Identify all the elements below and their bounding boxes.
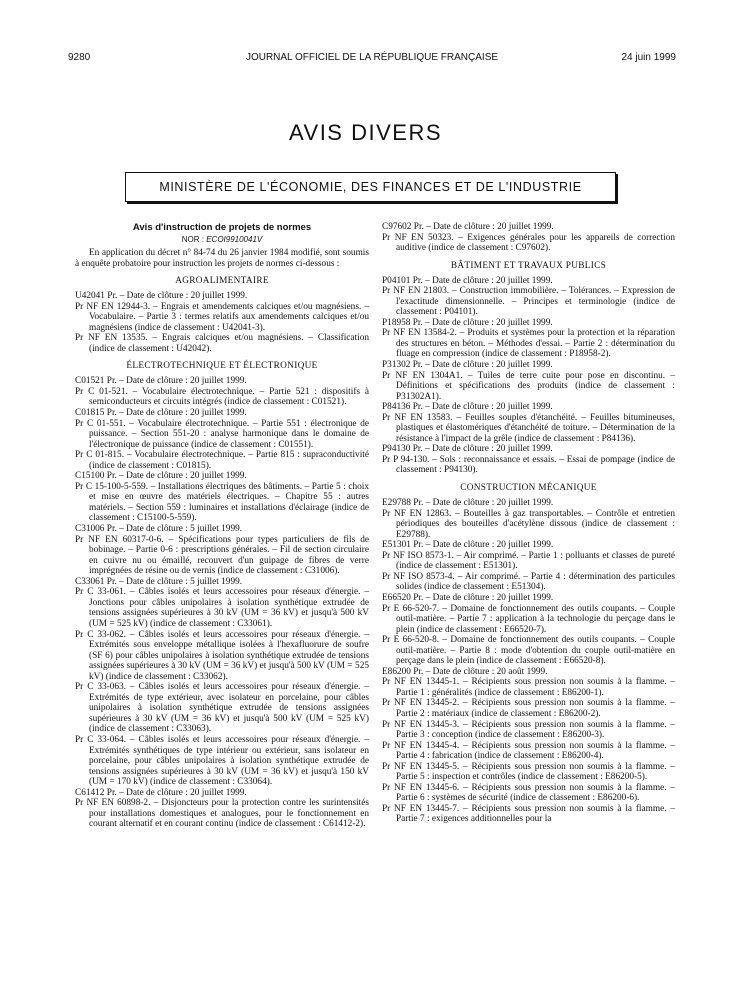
closing-date-line: E86200 Pr. – Date de clôture : 20 août 1999. [382,666,548,677]
standard-item: Pr NF ISO 8573-4. – Air comprimé. – Partie 4 : détermination des particules solides (indice de classement : E51304). [382,571,675,593]
standard-item: Pr C 33-064. – Câbles isolés et leurs accessoires pour réseaux d'énergie. – Extrémités synthétiques de type intérieur ou extérieur, sans isolateur en porcelaine, pour câbles unipolaires à isolation synthétique extrudée de tensions assignées supérieures à 30 kV (UM = 36 kV) et jusqu'à 150 kV (UM = 170 kV) (indice de classement : C33064). [75,734,369,788]
standard-item: Pr NF EN 21803. – Construction immobilière. – Tolérances. – Expression de l'exactitude dimensionnelle. – Principes et terminologie (indice de classement : P04101). [382,286,675,318]
standard-item: Pr NF EN 13445-1. – Récipients sous pression non soumis à la flamme. – Partie 1 : généralités (indice de classement : E86200-1). [382,677,675,698]
publication-date: 24 juin 1999 [621,52,676,63]
standard-item: Pr NF EN 13583. – Feuilles souples d'étanchéité. – Feuilles bitumineuses, plastiques et élastomériques d'étanchéité de toiture. – Détermination de la résistance à l'impact de la grêle (indice de classement : P84136). [382,412,675,444]
standard-item: Pr NF EN 13445-6. – Récipients sous pression non soumis à la flamme. – Partie 6 : systèmes de sécurité (indice de classement : E86200-6). [382,782,675,804]
closing-date-line: E66520 Pr. – Date de clôture : 20 juillet 1999. [382,592,554,603]
standard-item: Pr NF EN 13445-4. – Récipients sous pression non soumis à la flamme. – Partie 4 : fabrication (indice de classement : E86200-4). [382,740,675,762]
standard-entry [75,788,369,830]
standard-item: Pr C 01-551. – Vocabulaire électrotechnique. – Partie 551 : électronique de puissance. – Section 551-20 : analyse harmonique dans le domaine de l'électronique de puissance (indice de classement : C01551). [75,418,369,450]
right-sections [382,222,675,825]
standard-item: Pr C 33-062. – Câbles isolés et leurs accessoires pour réseaux d'énergie. – Extrémités sous enveloppe métallique isolées à l'hexafluorure de soufre (SF 6) pour câbles unipolaires à isolation synthétique extrudée de tensions assignées supérieures à 30 kV (UM = 36 kV) et jusqu'à 500 kV (UM = 525 kV) (indice de classement : C33062). [75,629,369,682]
standard-item: Pr NF EN 60898-2. – Disjoncteurs pour la protection contre les surintensités pour installations domestiques et analogues, pour le fonctionnement en courant alternatif et en courant continu (indice de classement : C61412-2). [75,798,369,830]
standard-entry [382,498,675,540]
standard-item: Pr NF EN 60317-0-6. – Spécifications pour types particuliers de fils de bobinage. – Partie 0-6 : prescriptions générales. – Fil de section circulaire en cuivre nu ou émaillé, recouvert d'un guipage de fibres de verre imprégnées de résine ou de vernis (indice de classement : C31006). [75,534,369,577]
standard-item: Pr C 33-061. – Câbles isolés et leurs accessoires pour réseaux d'énergie. – Jonctions pour câbles unipolaires à isolation synthétique extrudée de tensions assignées supérieures à 30 kV (UM = 36 kV) et jusqu'à 500 kV (UM = 525 kV) (indice de classement : C33061). [75,587,369,629]
left-column [75,222,369,830]
standard-entry [382,667,675,825]
page-header [68,52,676,66]
nor-line [75,234,369,245]
closing-date-line: C33061 Pr. – Date de clôture : 5 juillet 1999. [75,576,243,587]
notice-intro: En application du décret n° 84-74 du 26 janvier 1984 modifié, sont soumis à enquête probatoire pour instruction les projets de normes ci-dessous : [75,248,369,269]
closing-date-line: U42041 Pr. – Date de clôture : 20 juillet 1999. [75,291,248,302]
standard-entry [382,222,675,254]
section-heading: ÉLECTROTECHNIQUE ET ÉLECTRONIQUE [126,361,318,372]
standard-entry [382,540,675,593]
standard-item: Pr C 01-815. – Vocabulaire électrotechnique. – Partie 815 : supraconductivité (indice de classement : C01815). [75,450,369,471]
standard-item: Pr NF EN 1304A1. – Tuiles de terre cuite pour pose en discontinu. – Définitions et spécifications des produits (indice de classement : P31302A1). [382,370,675,402]
standard-entry [382,593,675,667]
standard-item: Pr NF EN 13584-2. – Produits et systèmes pour la protection et la réparation des structures en béton. – Méthodes d'essai. – Partie 2 : détermination du fluage en compression (indice de classement : P18958-2). [382,328,675,360]
standard-entry [382,402,675,444]
section-heading: AGROALIMENTAIRE [175,276,269,287]
standard-item: Pr NF EN 13445-7. – Récipients sous pression non soumis à la flamme. – Partie 7 : exigences additionnelles pour la [382,803,675,825]
page-title: AVIS DIVERS [288,120,443,145]
standard-entry [75,291,369,333]
closing-date-line: C15100 Pr. – Date de clôture : 20 juillet 1999. [75,471,247,482]
page-number: 9280 [68,52,91,63]
journal-title: JOURNAL OFFICIEL DE LA RÉPUBLIQUE FRANÇAISE [245,52,499,63]
standard-entry [75,471,369,524]
nor-code: ECOI9910041V [206,235,263,244]
standard-item: Pr NF EN 12863. – Bouteilles à gaz transportables. – Contrôle et entretien périodiques des bouteilles d'acétylène dissous (indice de classement : E29788). [382,508,675,540]
standard-item: Pr NF EN 50323. – Exigences générales pour les appareils de correction auditive (indice de classement : C97602). [382,232,675,254]
closing-date-line: C01521 Pr. – Date de clôture : 20 juillet 1999. [75,376,247,387]
standard-entry [382,318,675,360]
standard-item: Pr C 33-063. – Câbles isolés et leurs accessoires pour réseaux d'énergie. – Extrémités de type extérieur, avec isolateur en porcelaine, pour câbles unipolaires à isolation synthétique extrudée de tensions assignées supérieures à 30 kV (UM = 36 kV) et jusqu'à 500 kV (UM = 525 kV) (indice de classement : C33063). [75,682,369,735]
standard-item: Pr NF EN 13445-3. – Récipients sous pression non soumis à la flamme. – Partie 3 : conception (indice de classement : E86200-3). [382,719,675,741]
closing-date-line: C31006 Pr. – Date de clôture : 5 juillet 1999. [75,524,243,535]
closing-date-line: P84136 Pr. – Date de clôture : 20 juillet 1999. [382,402,553,413]
standard-entry [75,524,369,577]
section-heading: BÂTIMENT ET TRAVAUX PUBLICS [450,260,607,271]
closing-date-line: C61412 Pr. – Date de clôture : 20 juillet 1999. [75,787,247,798]
closing-date-line: P18958 Pr. – Date de clôture : 20 juillet 1999. [382,317,553,328]
closing-date-line: C97602 Pr. – Date de clôture : 20 juillet 1999. [382,222,554,232]
standard-entry [382,444,675,476]
standard-item: Pr C 15-100-5-559. – Installations électriques des bâtiments. – Partie 5 : choix et mise en œuvre des matériels électriques. – Chapitre 55 : autres matériels. – Section 559 : luminaires et installations d'éclairage (indice de classement : C15100-5-559). [75,481,369,524]
standard-entry [382,276,675,318]
nor-label: NOR : [181,235,204,244]
standard-item: Pr NF EN 13535. – Engrais calciques et/ou magnésiens. – Classification (indice de classement : U42042). [75,333,369,354]
standard-entry [75,577,369,788]
standard-item: Pr NF EN 12944-3. – Engrais et amendements calciques et/ou magnésiens. – Vocabulaire. – Partie 3 : termes relatifs aux amendements calciques et/ou magnésiens (indice de classement : U42041-3). [75,301,369,333]
standard-item: Pr NF EN 13445-5. – Récipients sous pression non soumis à la flamme. – Partie 5 : inspection et contrôles (indice de classement : E86200-5). [382,761,675,783]
standard-item: Pr C 01-521. – Vocabulaire électrotechnique. – Partie 521 : dispositifs à semiconducteurs et circuits intégrés (indice de classement : C01521). [75,386,369,408]
notice-title: Avis d'instruction de projets de normes [132,222,312,233]
standard-entry [75,376,369,408]
closing-date-line: P31302 Pr. – Date de clôture : 20 juillet 1999. [382,360,553,371]
right-column [382,222,675,825]
closing-date-line: E51301 Pr. – Date de clôture : 20 juillet 1999. [382,540,554,551]
ministry-banner [125,172,616,202]
closing-date-line: C01815 Pr. – Date de clôture : 20 juillet 1999. [75,408,247,419]
standard-item: Pr P 94-130. – Sols : reconnaissance et essais. – Essai de pompage (indice de classement : P94130). [382,454,675,476]
standard-entry [75,333,369,354]
standard-item: Pr E 66-520-7. – Domaine de fonctionnement des outils coupants. – Couple outil-matière. – Partie 7 : application à la technologie du perçage dans le plein (indice de classement : E66520-7). [382,603,675,635]
standard-item: Pr E 66-520-8. – Domaine de fonctionnement des outils coupants. – Couple outil-matière. – Partie 8 : mode d'obtention du couple outil-matière en perçage dans le plein (indice de classement : E66520-8). [382,635,675,667]
standard-item: Pr NF ISO 8573-1. – Air comprimé. – Partie 1 : polluants et classes de pureté (indice de classement : E51301). [382,550,675,572]
section-heading: CONSTRUCTION MÉCANIQUE [460,483,597,494]
standard-entry [382,360,675,402]
closing-date-line: E29788 Pr. – Date de clôture : 20 juillet 1999. [382,498,554,509]
standard-entry [75,408,369,471]
standard-item: Pr NF EN 13445-2. – Récipients sous pression non soumis à la flamme. – Partie 2 : matériaux (indice de classement : E86200-2). [382,698,675,719]
closing-date-line: P04101 Pr. – Date de clôture : 20 juillet 1999. [382,275,553,286]
closing-date-line: P94130 Pr. – Date de clôture : 20 juillet 1999. [382,444,553,455]
left-sections [75,276,369,830]
ministry-name: MINISTÈRE DE L'ÉCONOMIE, DES FINANCES ET DE L'INDUSTRIE [159,180,582,194]
